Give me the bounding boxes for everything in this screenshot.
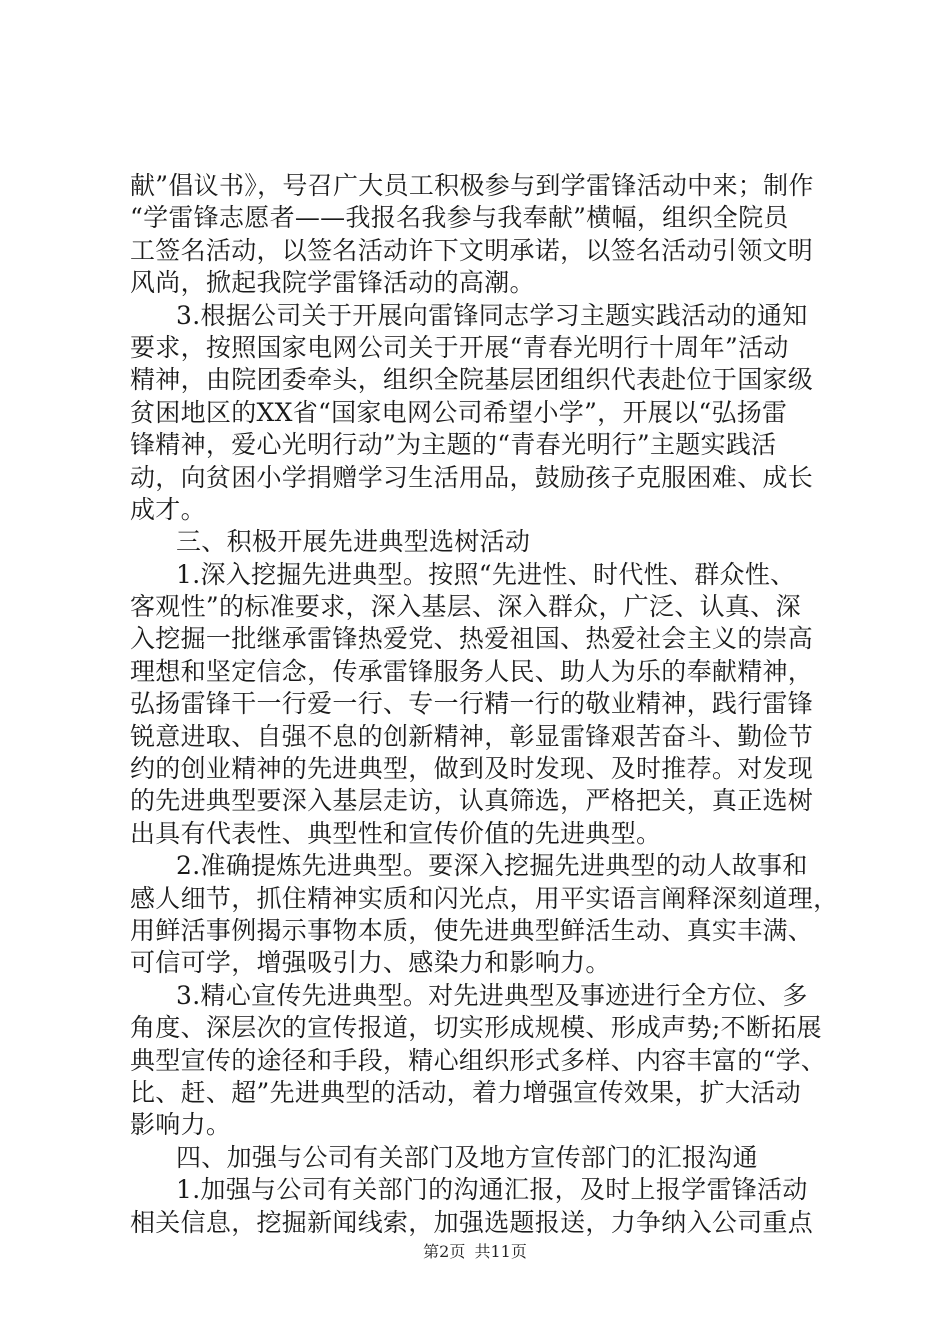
text-line: 贫困地区的XX省“国家电网公司希望小学”，开展以“弘扬雷 [130, 397, 788, 427]
text-line: 弘扬雷锋干一行爱一行、专一行精一行的敬业精神，践行雷锋 [130, 689, 814, 719]
page-footer [0, 1242, 950, 1262]
text-line: 约的创业精神的先进典型，做到及时发现、及时推荐。对发现 [130, 754, 814, 784]
text-line: 相关信息，挖掘新闻线索，加强选题报送，力争纳入公司重点 [130, 1207, 814, 1237]
text-line: 1.深入挖掘先进典型。按照“先进性、时代性、群众性、 [176, 559, 796, 589]
text-line: 的先进典型要深入基层走访，认真筛选，严格把关，真正选树 [130, 786, 814, 816]
text-line: 3.精心宣传先进典型。对先进典型及事迹进行全方位、多 [176, 980, 808, 1010]
text-line: 理想和坚定信念，传承雷锋服务人民、助人为乐的奉献精神， [130, 656, 814, 686]
text-line: 献”倡议书》，号召广大员工积极参与到学雷锋活动中来；制作 [130, 171, 814, 200]
text-line: 要求，按照国家电网公司关于开展“青春光明行十周年”活动 [130, 332, 789, 362]
text-line: 角度、深层次的宣传报道，切实形成规模、形成声势;不断拓展 [130, 1013, 822, 1043]
page-total: 共11页 [474, 1242, 527, 1261]
text-line: 三、积极开展先进典型选树活动 [176, 527, 531, 557]
document-body [130, 170, 839, 1239]
text-line: 可信可学，增强吸引力、感染力和影响力。 [130, 948, 611, 978]
text-line: 比、赶、超”先进典型的活动，着力增强宣传效果，扩大活动 [130, 1077, 801, 1107]
text-line: 客观性”的标准要求，深入基层、深入群众，广泛、认真、深 [130, 592, 801, 622]
text-line: 锋精神，爱心光明行动”为主题的“青春光明行”主题实践活 [130, 430, 777, 460]
text-line: 风尚，掀起我院学雷锋活动的高潮。 [130, 268, 535, 298]
text-line: 四、加强与公司有关部门及地方宣传部门的汇报沟通 [176, 1142, 758, 1172]
text-line: “学雷锋志愿者——我报名我参与我奉献”横幅，组织全院员 [130, 203, 789, 233]
text-line: 精神，由院团委牵头，组织全院基层团组织代表赴位于国家级 [130, 365, 814, 395]
text-line: 工签名活动，以签名活动许下文明承诺，以签名活动引领文明 [130, 235, 814, 265]
text-line: 1.加强与公司有关部门的沟通汇报，及时上报学雷锋活动 [176, 1175, 808, 1205]
text-line: 感人细节，抓住精神实质和闪光点，用平实语言阐释深刻道理， [130, 883, 839, 913]
text-line: 影响力。 [130, 1110, 232, 1140]
text-line: 2.准确提炼先进典型。要深入挖掘先进典型的动人故事和 [176, 851, 808, 881]
text-line: 典型宣传的途径和手段，精心组织形式多样、内容丰富的“学、 [130, 1045, 827, 1075]
text-line: 3.根据公司关于开展向雷锋同志学习主题实践活动的通知 [176, 300, 808, 330]
text-line: 动，向贫困小学捐赠学习生活用品，鼓励孩子克服困难、成长 [130, 462, 814, 492]
text-line: 入挖掘一批继承雷锋热爱党、热爱祖国、热爱社会主义的崇高 [130, 624, 814, 654]
text-line: 锐意进取、自强不息的创新精神，彰显雷锋艰苦奋斗、勤俭节 [130, 721, 814, 751]
text-line: 成才。 [130, 494, 206, 524]
text-line: 出具有代表性、典型性和宣传价值的先进典型。 [130, 818, 662, 848]
text-line: 用鲜活事例揭示事物本质，使先进典型鲜活生动、真实丰满、 [130, 915, 814, 945]
page-number: 第2页 [423, 1242, 466, 1261]
